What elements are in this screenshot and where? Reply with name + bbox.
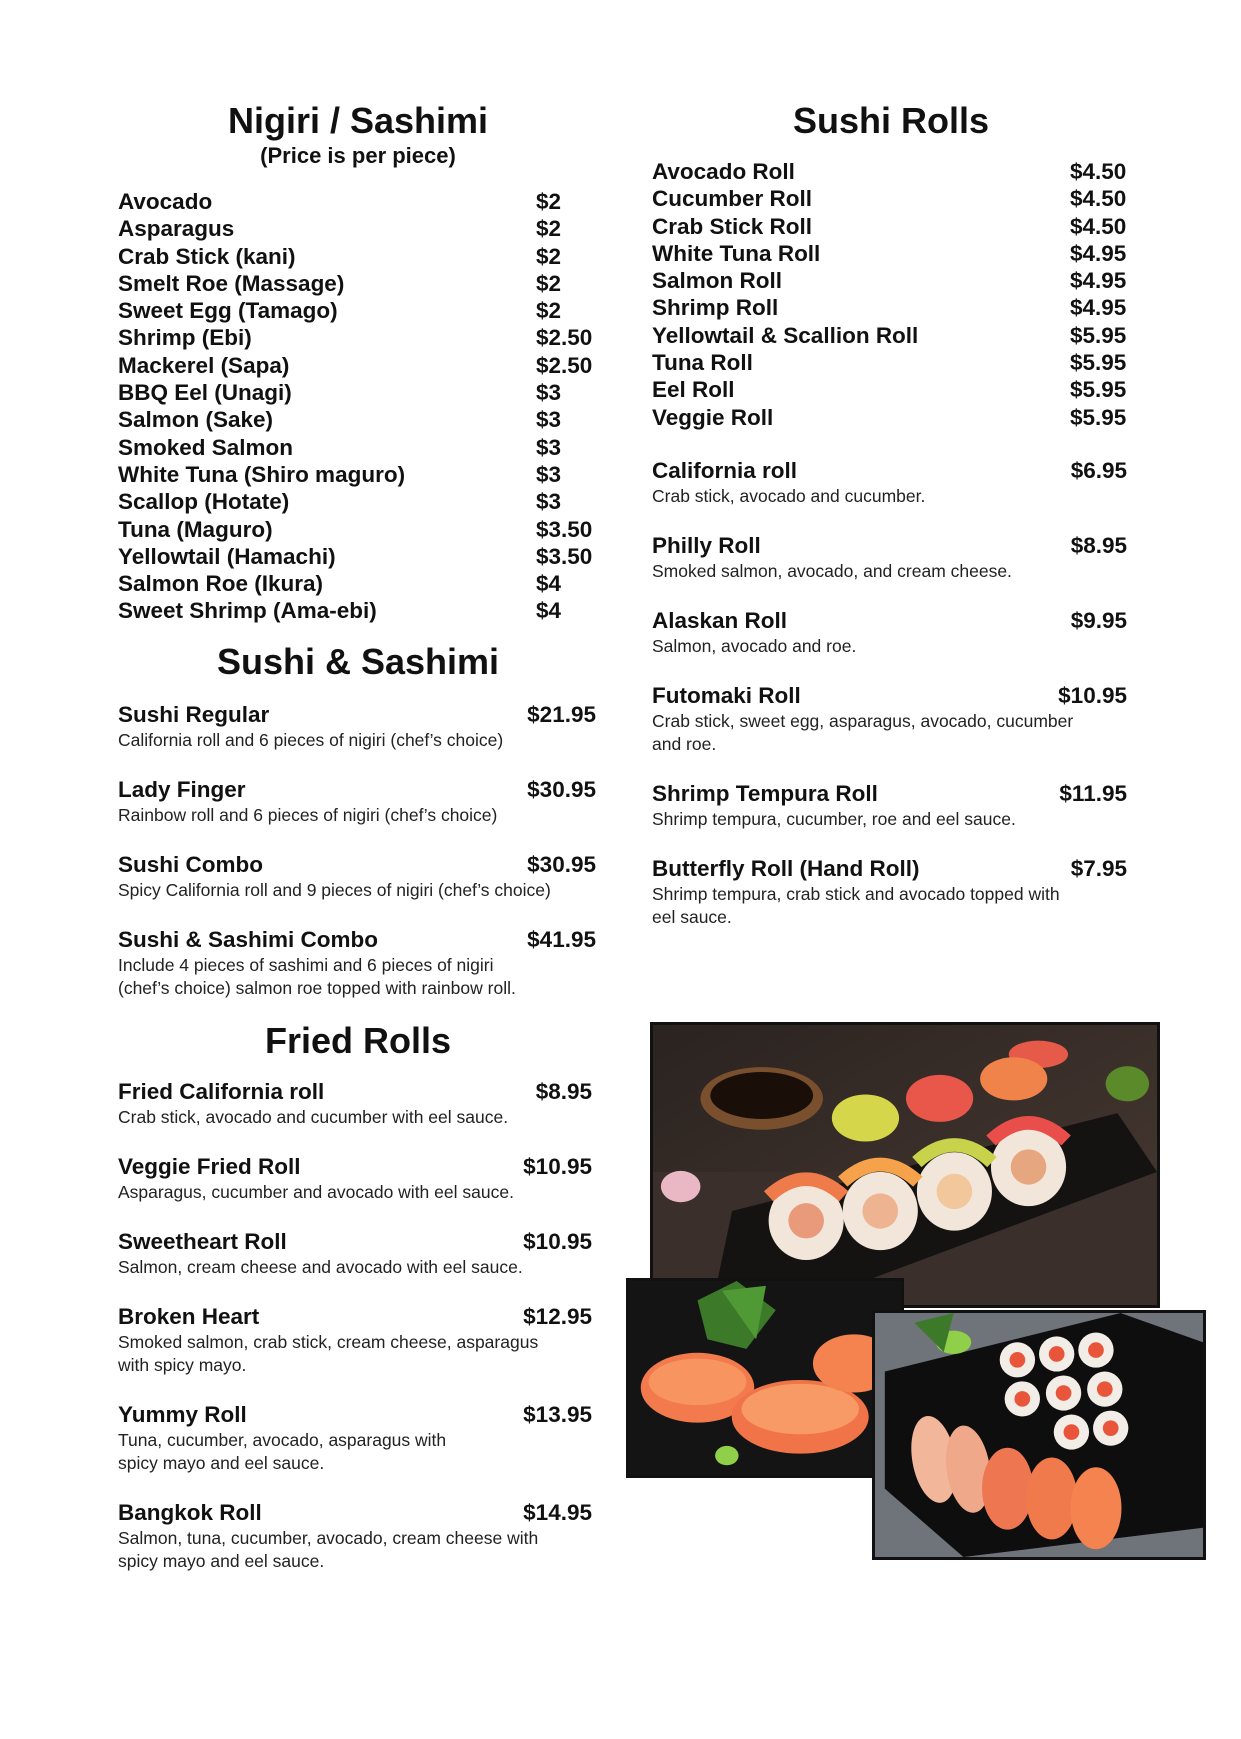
nigiri-row bbox=[118, 597, 598, 624]
item-price: $5.95 bbox=[1070, 377, 1127, 403]
sushi-roll-row bbox=[652, 349, 1130, 376]
item-price: $30.95 bbox=[527, 851, 596, 877]
sushi-roll-row bbox=[652, 404, 1130, 431]
item-name: Eel Roll bbox=[652, 377, 735, 403]
item-price: $41.95 bbox=[527, 926, 596, 952]
combo-item bbox=[118, 776, 598, 827]
combo-item bbox=[118, 701, 598, 752]
item-name: Veggie Fried Roll bbox=[118, 1153, 301, 1179]
item-price: $12.95 bbox=[523, 1303, 592, 1329]
nigiri-row bbox=[118, 215, 598, 242]
item-name: Bangkok Roll bbox=[118, 1499, 262, 1525]
item-description: spicy mayo and eel sauce. bbox=[118, 1452, 325, 1473]
fried-roll-item bbox=[118, 1078, 598, 1129]
item-name: White Tuna Roll bbox=[652, 240, 821, 266]
sushi-roll-row bbox=[652, 294, 1130, 321]
item-name: Fried California roll bbox=[118, 1078, 325, 1104]
item-price: $5.95 bbox=[1070, 404, 1127, 430]
fried-roll-item bbox=[118, 1228, 598, 1279]
nigiri-row bbox=[118, 543, 598, 570]
item-description: Crab stick, sweet egg, asparagus, avocado, cucumber bbox=[652, 710, 1074, 731]
photo-rainbow-rolls bbox=[650, 1022, 1160, 1308]
item-name: BBQ Eel (Unagi) bbox=[118, 380, 292, 406]
nigiri-row bbox=[118, 243, 598, 270]
item-price: $7.95 bbox=[1070, 855, 1127, 881]
item-name: Cucumber Roll bbox=[652, 186, 813, 212]
combo-item bbox=[118, 851, 598, 902]
item-price: $5.95 bbox=[1070, 350, 1127, 376]
item-header bbox=[118, 1228, 592, 1256]
special-roll-item bbox=[652, 682, 1130, 756]
item-header bbox=[118, 1303, 592, 1331]
item-price: $3 bbox=[536, 489, 562, 515]
item-price: $2.50 bbox=[536, 325, 593, 351]
item-name: Yellowtail (Hamachi) bbox=[118, 543, 336, 569]
item-name: Veggie Roll bbox=[652, 404, 774, 430]
fried-roll-item bbox=[118, 1499, 598, 1573]
item-price: $8.95 bbox=[535, 1078, 592, 1104]
item-price: $2 bbox=[536, 270, 562, 296]
item-name: Shrimp Roll bbox=[652, 295, 779, 321]
item-description: Shrimp tempura, crab stick and avocado topped with bbox=[652, 883, 1060, 904]
item-name: Mackerel (Sapa) bbox=[118, 352, 290, 378]
item-name: Butterfly Roll (Hand Roll) bbox=[652, 855, 920, 881]
item-price: $2 bbox=[536, 189, 562, 214]
sushi-sashimi-title: Sushi & Sashimi bbox=[216, 640, 500, 682]
item-price: $14.95 bbox=[523, 1499, 592, 1525]
item-price: $4.50 bbox=[1070, 186, 1127, 212]
item-name: Smoked Salmon bbox=[118, 434, 294, 460]
sushi-roll-row bbox=[652, 240, 1130, 267]
special-roll-item bbox=[652, 780, 1130, 831]
sushi-rolls-title: Sushi Rolls bbox=[792, 100, 990, 141]
item-name: Asparagus bbox=[118, 216, 235, 242]
item-name: Yellowtail & Scallion Roll bbox=[652, 322, 919, 348]
item-description: Smoked salmon, crab stick, cream cheese, asparagus bbox=[118, 1331, 539, 1352]
nigiri-row bbox=[118, 488, 598, 515]
fried-roll-item bbox=[118, 1401, 598, 1475]
item-price: $3.50 bbox=[536, 543, 593, 569]
sushi-roll-row bbox=[652, 376, 1130, 403]
item-price: $30.95 bbox=[527, 776, 596, 802]
item-price: $4.95 bbox=[1070, 295, 1127, 321]
item-name: Tuna Roll bbox=[652, 350, 753, 376]
sushi-roll-row bbox=[652, 213, 1130, 240]
item-price: $2 bbox=[536, 216, 562, 242]
item-header bbox=[652, 682, 1127, 710]
item-name: White Tuna (Shiro maguro) bbox=[118, 461, 406, 487]
item-name: Salmon Roll bbox=[652, 268, 783, 294]
item-description: with spicy mayo. bbox=[118, 1354, 247, 1375]
item-price: $10.95 bbox=[1058, 682, 1127, 708]
item-header bbox=[118, 926, 596, 954]
item-price: $3 bbox=[536, 380, 562, 406]
nigiri-price-list bbox=[118, 188, 598, 625]
item-description: Rainbow roll and 6 pieces of nigiri (chef’s choice) bbox=[118, 804, 498, 825]
item-header bbox=[118, 1401, 592, 1429]
nigiri-row bbox=[118, 434, 598, 461]
item-name: Sweetheart Roll bbox=[118, 1228, 287, 1254]
nigiri-row bbox=[118, 188, 598, 215]
item-price: $3 bbox=[536, 461, 562, 487]
item-description: Spicy California roll and 9 pieces of nigiri (chef’s choice) bbox=[118, 879, 551, 900]
combo-item bbox=[118, 926, 598, 1000]
fried-rolls-title: Fried Rolls bbox=[264, 1019, 452, 1061]
item-header bbox=[652, 855, 1127, 883]
item-description: Asparagus, cucumber and avocado with eel sauce. bbox=[118, 1181, 514, 1202]
fried-rolls-list bbox=[118, 1078, 598, 1573]
item-header bbox=[652, 607, 1127, 635]
item-description: Salmon, cream cheese and avocado with eel sauce. bbox=[118, 1256, 523, 1277]
item-name: Sweet Shrimp (Ama-ebi) bbox=[118, 598, 377, 624]
item-name: Shrimp Tempura Roll bbox=[652, 780, 878, 806]
item-name: Avocado Roll bbox=[652, 159, 795, 184]
item-price: $2.50 bbox=[536, 352, 593, 378]
nigiri-row bbox=[118, 461, 598, 488]
item-header bbox=[652, 532, 1127, 560]
item-price: $4 bbox=[536, 598, 562, 624]
sushi-sashimi-section bbox=[118, 641, 598, 1000]
nigiri-row bbox=[118, 570, 598, 597]
nigiri-title: Nigiri / Sashimi bbox=[227, 100, 489, 141]
item-header bbox=[118, 1499, 592, 1527]
right-column bbox=[652, 100, 1130, 929]
sushi-roll-row bbox=[652, 267, 1130, 294]
item-price: $2 bbox=[536, 298, 562, 324]
item-name: Avocado bbox=[118, 189, 213, 214]
item-price: $10.95 bbox=[523, 1228, 592, 1254]
item-price: $4.50 bbox=[1070, 213, 1127, 239]
item-header bbox=[652, 780, 1127, 808]
special-roll-item bbox=[652, 457, 1130, 508]
item-name: Sushi & Sashimi Combo bbox=[118, 926, 379, 952]
item-name: Sushi Combo bbox=[118, 851, 263, 877]
special-roll-item bbox=[652, 532, 1130, 583]
special-roll-item bbox=[652, 607, 1130, 658]
item-name: Smelt Roe (Massage) bbox=[118, 270, 345, 296]
item-description: Smoked salmon, avocado, and cream cheese. bbox=[652, 560, 1012, 581]
item-name: Sweet Egg (Tamago) bbox=[118, 298, 338, 324]
item-price: $2 bbox=[536, 243, 562, 269]
item-name: Sushi Regular bbox=[118, 701, 270, 727]
item-header bbox=[118, 1078, 592, 1106]
photo-salmon-sashimi bbox=[626, 1278, 904, 1478]
sushi-rolls-specials-list bbox=[652, 457, 1130, 929]
item-description: Crab stick, avocado and cucumber. bbox=[652, 485, 926, 506]
item-description: (chef’s choice) salmon roe topped with rainbow roll. bbox=[118, 977, 516, 998]
item-price: $4.95 bbox=[1070, 240, 1127, 266]
item-header bbox=[118, 1153, 592, 1181]
item-name: Futomaki Roll bbox=[652, 682, 801, 708]
item-header bbox=[118, 701, 596, 729]
nigiri-row bbox=[118, 516, 598, 543]
item-description: Salmon, tuna, cucumber, avocado, cream cheese with bbox=[118, 1527, 539, 1548]
sushi-roll-row bbox=[652, 185, 1130, 212]
item-price: $8.95 bbox=[1070, 532, 1127, 558]
item-description: and roe. bbox=[652, 733, 717, 754]
item-description: Include 4 pieces of sashimi and 6 pieces of nigiri bbox=[118, 954, 494, 975]
item-description: Salmon, avocado and roe. bbox=[652, 635, 857, 656]
item-name: Scallop (Hotate) bbox=[118, 489, 290, 515]
item-description: California roll and 6 pieces of nigiri (chef’s choice) bbox=[118, 729, 504, 750]
nigiri-row bbox=[118, 324, 598, 351]
item-description: Crab stick, avocado and cucumber with eel sauce. bbox=[118, 1106, 509, 1127]
special-roll-item bbox=[652, 855, 1130, 929]
fried-rolls-section bbox=[118, 1020, 598, 1573]
item-price: $5.95 bbox=[1070, 322, 1127, 348]
item-price: $11.95 bbox=[1059, 780, 1127, 806]
sushi-sashimi-list bbox=[118, 701, 598, 1000]
item-name: Tuna (Maguro) bbox=[118, 516, 273, 542]
item-price: $21.95 bbox=[527, 701, 596, 727]
left-column bbox=[118, 100, 598, 1573]
item-price: $4.95 bbox=[1070, 268, 1127, 294]
item-price: $4 bbox=[536, 571, 562, 597]
item-price: $13.95 bbox=[523, 1401, 592, 1427]
item-name: Crab Stick (kani) bbox=[118, 243, 296, 269]
item-header bbox=[118, 776, 596, 804]
item-name: Yummy Roll bbox=[118, 1401, 247, 1427]
fried-roll-item bbox=[118, 1153, 598, 1204]
nigiri-row bbox=[118, 406, 598, 433]
nigiri-subtitle: (Price is per piece) bbox=[260, 143, 456, 168]
nigiri-section bbox=[118, 100, 598, 625]
item-description: spicy mayo and eel sauce. bbox=[118, 1550, 325, 1571]
sushi-roll-row bbox=[652, 322, 1130, 349]
item-name: Lady Finger bbox=[118, 776, 246, 802]
nigiri-row bbox=[118, 379, 598, 406]
item-name: Salmon Roe (Ikura) bbox=[118, 571, 324, 597]
sushi-roll-row bbox=[652, 158, 1130, 185]
sushi-rolls-section bbox=[652, 100, 1130, 929]
fried-roll-item bbox=[118, 1303, 598, 1377]
nigiri-row bbox=[118, 297, 598, 324]
nigiri-row bbox=[118, 270, 598, 297]
item-price: $3 bbox=[536, 407, 562, 433]
photo-sushi-platter bbox=[872, 1310, 1206, 1560]
item-header bbox=[652, 457, 1127, 485]
item-description: Shrimp tempura, cucumber, roe and eel sauce. bbox=[652, 808, 1016, 829]
item-description: eel sauce. bbox=[652, 906, 732, 927]
item-name: Crab Stick Roll bbox=[652, 213, 813, 239]
item-name: Broken Heart bbox=[118, 1303, 260, 1329]
item-name: Shrimp (Ebi) bbox=[118, 325, 252, 351]
item-name: California roll bbox=[652, 457, 798, 483]
item-header bbox=[118, 851, 596, 879]
item-price: $3 bbox=[536, 434, 562, 460]
sushi-rolls-price-list bbox=[652, 158, 1130, 431]
item-name: Salmon (Sake) bbox=[118, 407, 274, 433]
item-price: $9.95 bbox=[1070, 607, 1127, 633]
item-name: Alaskan Roll bbox=[652, 607, 788, 633]
item-name: Philly Roll bbox=[652, 532, 761, 558]
item-description: Tuna, cucumber, avocado, asparagus with bbox=[118, 1429, 447, 1450]
nigiri-row bbox=[118, 352, 598, 379]
item-price: $6.95 bbox=[1070, 457, 1127, 483]
item-price: $4.50 bbox=[1070, 159, 1127, 184]
item-price: $10.95 bbox=[523, 1153, 592, 1179]
item-price: $3.50 bbox=[536, 516, 593, 542]
